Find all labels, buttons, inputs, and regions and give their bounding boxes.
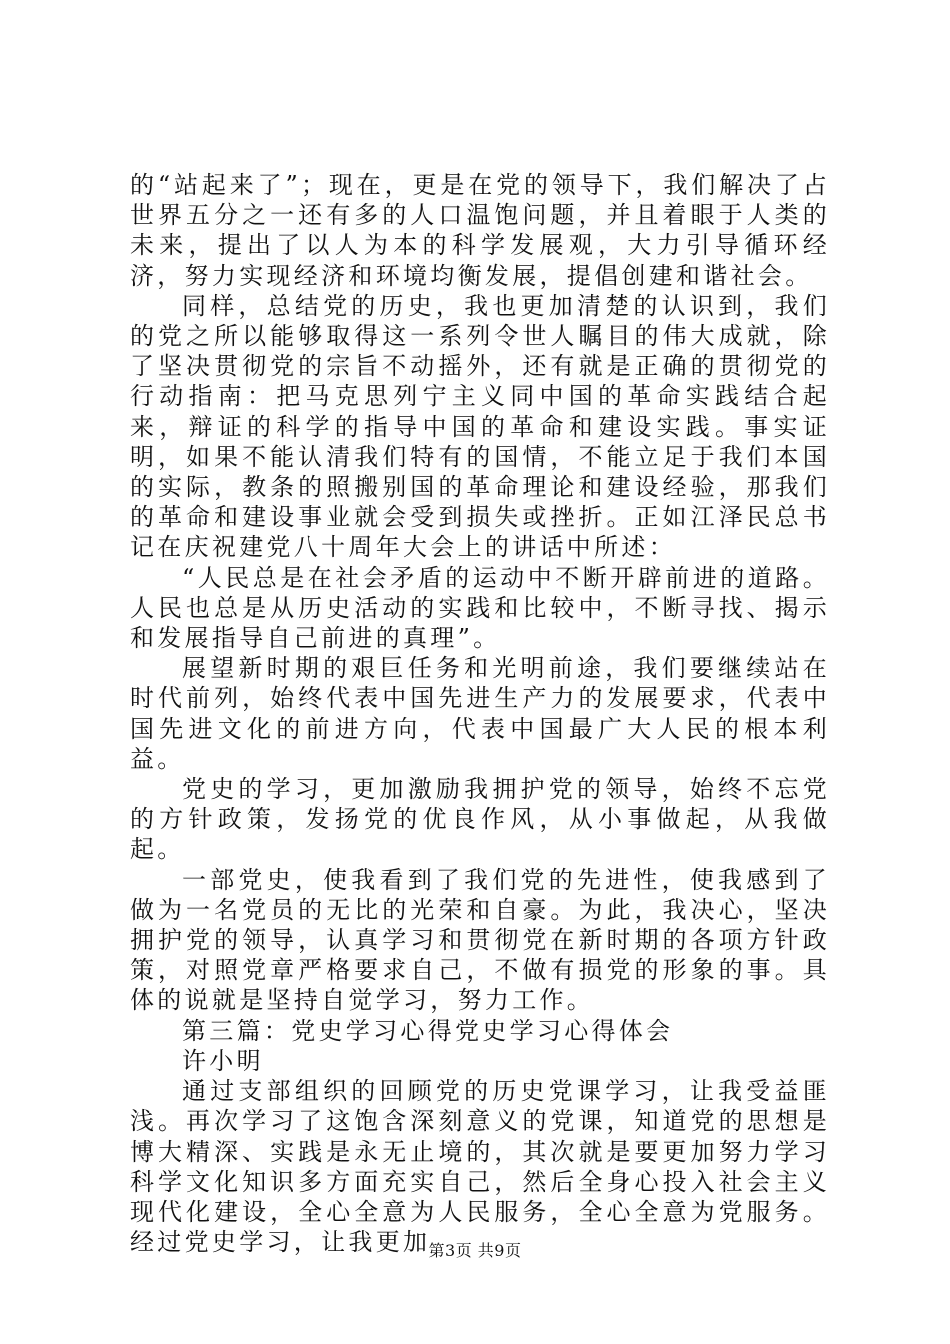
page-footer: 第3页 共9页 [428, 1241, 522, 1260]
paragraph: 一部党史，使我看到了我们党的先进性，使我感到了做为一名党员的无比的光荣和自豪。为此，我决心，坚决拥护党的领导，认真学习和贯彻党在新时期的各项方针政策，对照党章严格要求自己，不做有损党的形象的事。具体的说就是坚持自觉学习，努力工作。 [130, 865, 830, 1015]
paragraph: 党史的学习，更加激励我拥护党的领导，始终不忘党的方针政策，发扬党的优良作风，从小事做起，从我做起。 [130, 775, 830, 864]
author-name: 许小明 [182, 1046, 264, 1075]
document-body [130, 170, 830, 1257]
quote-paragraph: “人民总是在社会矛盾的运动中不断开辟前进的道路。人民也总是从历史活动的实践和比较中，不断寻找、揭示和发展指导自己前进的真理”。 [130, 563, 830, 653]
paragraph: 展望新时期的艰巨任务和光明前途，我们要继续站在时代前列，始终代表中国先进生产力的发展要求，代表中国先进文化的前进方向，代表中国最广大人民的根本利益。 [130, 654, 830, 773]
section-heading: 第三篇：党史学习心得党史学习心得体会 [182, 1016, 674, 1045]
paragraph: 通过支部组织的回顾党的历史党课学习，让我受益匪浅。再次学习了这饱含深刻意义的党课，知道党的思想是博大精深、实践是永无止境的，其次就是要更加努力学习科学文化知识多方面充实自己，然后全身心投入社会主义现代化建设，全心全意为人民服务，全心全意为党服务。经过党史学习，让我更加 [130, 1077, 830, 1257]
paragraph: 的“站起来了”；现在，更是在党的领导下，我们解决了占世界五分之一还有多的人口温饱问题，并且着眼于人类的未来，提出了以人为本的科学发展观，大力引导循环经济，努力实现经济和环境均衡发展，提倡创建和谐社会。 [130, 171, 830, 290]
paragraph: 同样，总结党的历史，我也更加清楚的认识到，我们的党之所以能够取得这一系列令世人瞩目的伟大成就，除了坚决贯彻党的宗旨不动摇外，还有就是正确的贯彻党的行动指南：把马克思列宁主义同中国的革命实践结合起来，辩证的科学的指导中国的革命和建设实践。事实证明，如果不能认清我们特有的国情，不能立足于我们本国的实际，教条的照搬别国的革命理论和建设经验，那我们的革命和建设事业就会受到损失或挫折。正如江泽民总书记在庆祝建党八十周年大会上的讲话中所述： [130, 291, 830, 562]
